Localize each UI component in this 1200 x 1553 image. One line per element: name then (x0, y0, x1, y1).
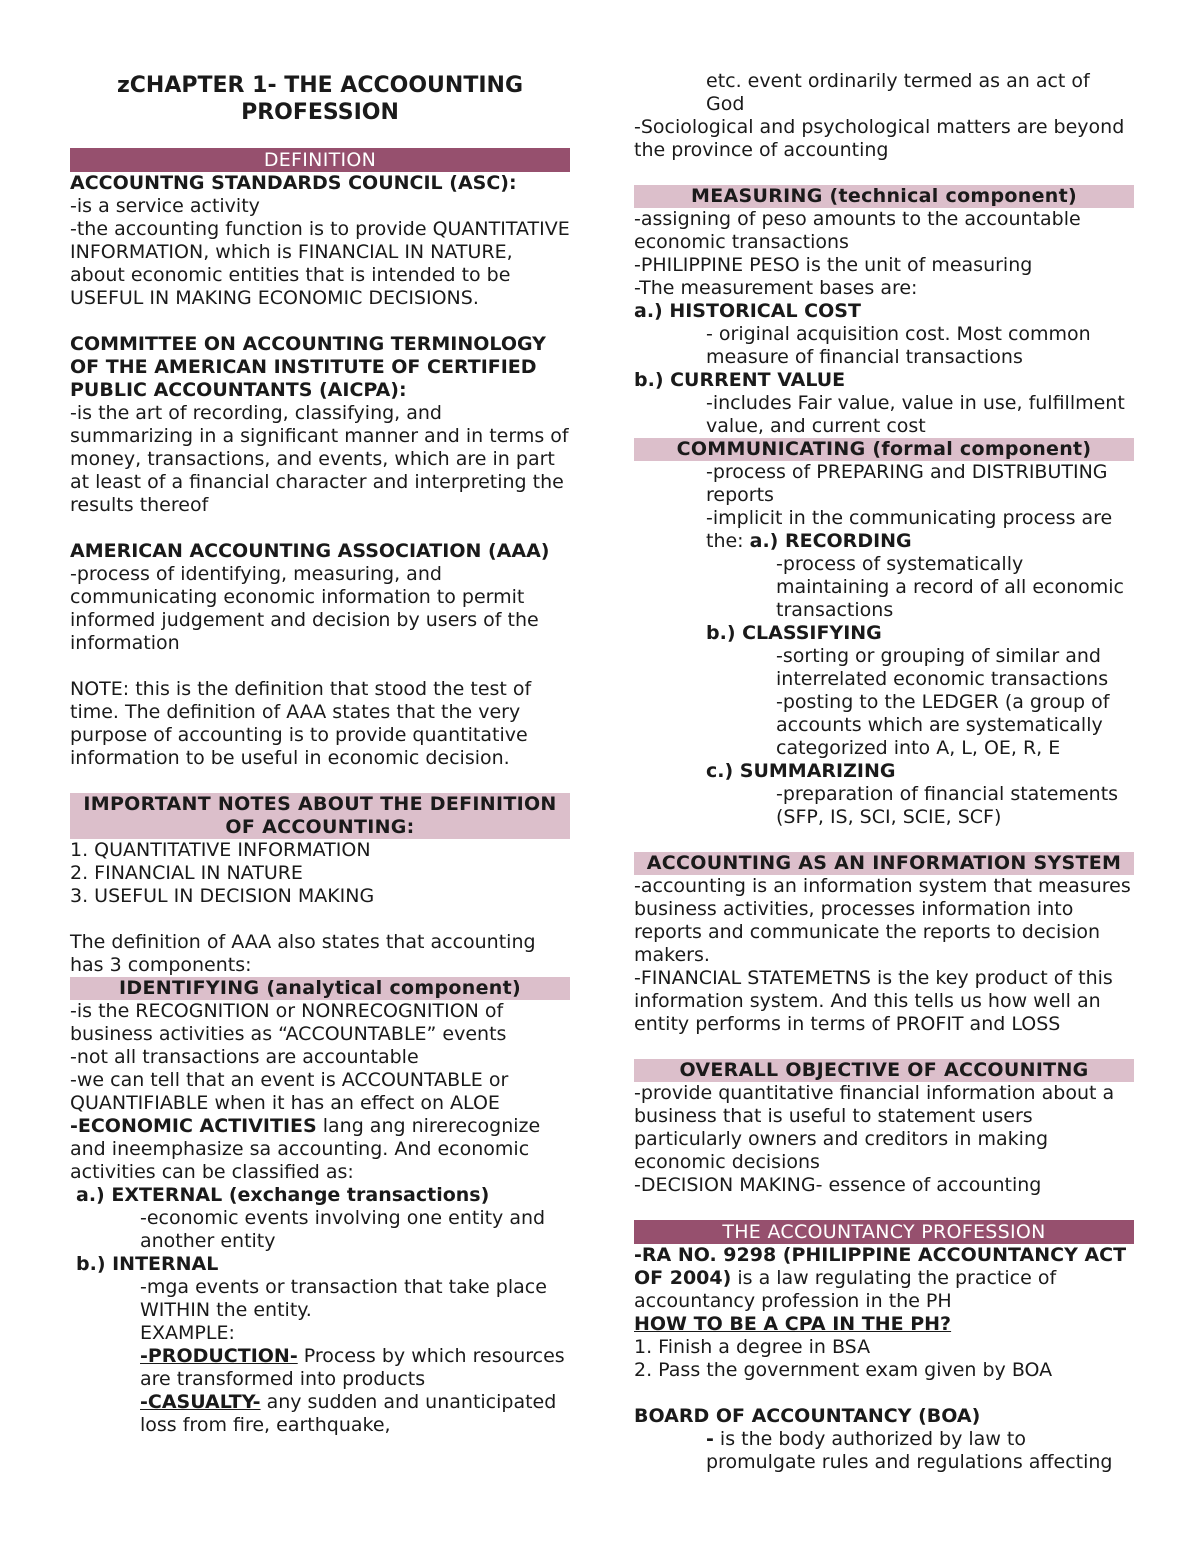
casualty-text (70, 1391, 570, 1437)
information-system-line: -accounting is an information system that measures business activities, processes information into reports and communicate the reports to decision makers. (634, 875, 1131, 966)
boa-title: BOARD OF ACCOUNTANCY (BOA) (634, 1405, 981, 1427)
ra-9298-label: -RA NO. 9298 (PHILIPPINE ACCOUNTANCY ACT OF 2004) (634, 1244, 1127, 1289)
boa-text (634, 1428, 1134, 1474)
sociological-text: -Sociological and psychological matters are beyond the province of accounting (634, 116, 1125, 161)
measuring-line: -PHILIPPINE PESO is the unit of measuring (634, 254, 1033, 276)
economic-activities-text (70, 1115, 570, 1184)
production-label: -PRODUCTION- (140, 1345, 298, 1367)
economic-activities-label: -ECONOMIC ACTIVITIES (70, 1115, 317, 1137)
aaa-title: AMERICAN ACCOUNTING ASSOCIATION (AAA) (70, 540, 550, 562)
boa-rest: is the body authorized by law to promulgate rules and regulations affecting (706, 1428, 1113, 1473)
internal-label: b.) INTERNAL (76, 1253, 219, 1275)
identifying-line: -we can tell that an event is ACCOUNTABLE or QUANTIFIABLE when it has an effect on ALOE (70, 1069, 509, 1114)
example-label: EXAMPLE: (140, 1322, 235, 1344)
boa-dash: - (706, 1428, 714, 1450)
important-notes-header: IMPORTANT NOTES ABOUT THE DEFINITION OF ACCOUNTING: (70, 793, 570, 839)
measuring-header: MEASURING (technical component) (634, 185, 1134, 208)
note-text: NOTE: this is the definition that stood the test of time. The definition of AAA states that the very purpose of accounting is to provide quantitative information to be useful in economic decision. (70, 678, 532, 769)
internal-text: -mga events or transaction that take place WITHIN the entity. (140, 1276, 547, 1321)
classifying-text: -posting to the LEDGER (a group of accounts which are systematically categorized into A, L, OE, R, E (776, 691, 1110, 759)
right-column (634, 70, 1134, 1474)
overall-objective-line: -DECISION MAKING- essence of accounting (634, 1174, 1042, 1196)
historical-cost-text: - original acquisition cost. Most common measure of financial transactions (706, 323, 1091, 368)
cpa-step: 1. Finish a degree in BSA (634, 1336, 871, 1358)
external-text: -economic events involving one entity and another entity (140, 1207, 546, 1252)
aaa-text: -process of identifying, measuring, and communicating economic information to permit informed judgement and decision by users of the information (70, 563, 539, 654)
asc-line: -is a service activity (70, 195, 260, 217)
notes-item: 1. QUANTITATIVE INFORMATION (70, 839, 371, 861)
asc-line: -the accounting function is to provide QUANTITATIVE INFORMATION, which is FINANCIAL IN NATURE, about economic entities that is intended to be USEFUL IN MAKING ECONOMIC DECISIONS. (70, 218, 570, 309)
identifying-header: IDENTIFYING (analytical component) (70, 977, 570, 1000)
recording-text: -process of systematically maintaining a record of all economic transactions (776, 553, 1124, 621)
page-title: zCHAPTER 1- THE ACCOOUNTING PROFESSION (116, 73, 523, 125)
measuring-line: -assigning of peso amounts to the accountable economic transactions (634, 208, 1081, 253)
definition-header: DEFINITION (70, 148, 570, 172)
accountancy-profession-header: THE ACCOUNTANCY PROFESSION (634, 1220, 1134, 1244)
production-rest: Process by which resources are transformed into products (140, 1345, 565, 1390)
components-intro: The definition of AAA also states that accounting has 3 components: (70, 931, 536, 976)
external-label: a.) EXTERNAL (exchange transactions) (76, 1184, 490, 1206)
communicating-header: COMMUNICATING (formal component) (634, 438, 1134, 461)
casualty-label: -CASUALTY- (140, 1391, 261, 1413)
communicating-line: -process of PREPARING and DISTRIBUTING reports (706, 461, 1108, 506)
current-value-label: b.) CURRENT VALUE (634, 369, 846, 391)
notes-item: 3. USEFUL IN DECISION MAKING (70, 885, 375, 907)
information-system-line: -FINANCIAL STATEMETNS is the key product of this information system. And this tells us how well an entity performs in terms of PROFIT and LOSS (634, 967, 1113, 1035)
casualty-continued: etc. event ordinarily termed as an act of God (706, 70, 1090, 115)
production-text (70, 1345, 570, 1391)
cpa-step: 2. Pass the government exam given by BOA (634, 1359, 1053, 1381)
communicating-line-text: -implicit in the communicating process are the: (706, 507, 1113, 552)
asc-title: ACCOUNTNG STANDARDS COUNCIL (ASC): (70, 172, 517, 194)
summarizing-text: -preparation of financial statements (SFP, IS, SCI, SCIE, SCF) (776, 783, 1119, 828)
left-column (70, 70, 570, 1437)
classifying-label: b.) CLASSIFYING (706, 622, 882, 644)
identifying-line: -is the RECOGNITION or NONRECOGNITION of business activities as “ACCOUNTABLE” events (70, 1000, 507, 1045)
aicpa-text: -is the art of recording, classifying, and summarizing in a significant manner and in terms of money, transactions, and events, which are in part at least of a financial character and interpreting the results thereof (70, 402, 569, 516)
economic-activities-rest: lang ang nirerecognize and ineemphasize sa accounting. And economic activities can be classified as: (70, 1115, 541, 1183)
cpa-heading: HOW TO BE A CPA IN THE PH? (634, 1313, 952, 1335)
measuring-line: -The measurement bases are: (634, 277, 918, 299)
notes-item: 2. FINANCIAL IN NATURE (70, 862, 303, 884)
ra-9298-text (634, 1244, 1134, 1313)
aicpa-title: COMMITTEE ON ACCOUNTING TERMINOLOGY OF THE AMERICAN INSTITUTE OF CERTIFIED PUBLIC ACCOUNTANTS (AICPA): (70, 333, 546, 401)
information-system-header: ACCOUNTING AS AN INFORMATION SYSTEM (634, 852, 1134, 875)
summarizing-label: c.) SUMMARIZING (706, 760, 896, 782)
identifying-line: -not all transactions are accountable (70, 1046, 419, 1068)
casualty-rest: any sudden and unanticipated loss from fire, earthquake, (140, 1391, 557, 1436)
classifying-text: -sorting or grouping of similar and interrelated economic transactions (776, 645, 1109, 690)
communicating-line (634, 507, 1134, 553)
overall-objective-line: -provide quantitative financial information about a business that is useful to statement users particularly owners and creditors in making economic decisions (634, 1082, 1115, 1173)
overall-objective-header: OVERALL OBJECTIVE OF ACCOUNITNG (634, 1059, 1134, 1082)
recording-label: a.) RECORDING (749, 530, 912, 552)
current-value-text: -includes Fair value, value in use, fulfillment value, and current cost (706, 392, 1125, 437)
historical-cost-label: a.) HISTORICAL COST (634, 300, 861, 322)
ra-9298-rest: is a law regulating the practice of accountancy profession in the PH (634, 1267, 1057, 1312)
